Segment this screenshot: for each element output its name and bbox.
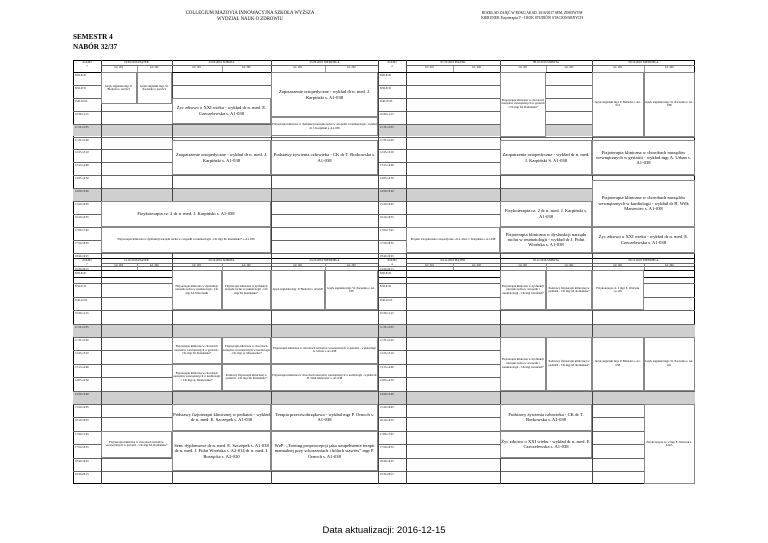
- class-block[interactable]: [592, 227, 695, 253]
- day-header: 21.10.2016 PIĄTEK: [101, 258, 172, 264]
- semester-info: [73, 32, 117, 52]
- zjazd-header: [378, 60, 406, 68]
- class-block[interactable]: [271, 72, 378, 117]
- class-block[interactable]: [271, 404, 378, 431]
- class-block[interactable]: [644, 337, 696, 391]
- class-description: Język angielski mgr. P. Bielecki s. A1-038: [594, 359, 641, 367]
- time-label: 17:50-18:35: [75, 241, 89, 245]
- group-header: GC 201: [425, 66, 434, 69]
- group-header: GC 202: [472, 66, 481, 69]
- time-label: 17:00-17:45: [380, 432, 394, 436]
- class-description: Fizjoterapia kliniczna w chorobach narządów wewnętrznych w kardiologii - CK mgr A. Maszewska*: [222, 344, 270, 356]
- group-header: GC 202: [346, 66, 356, 69]
- time-label: 19:30-20:15: [75, 473, 89, 476]
- class-description: Fizjoterapia kliniczna w chorobach narządów wewnętrznych w geriatrii - wykład mgr A. Urban s. A1-038: [273, 345, 376, 354]
- class-block[interactable]: [172, 431, 271, 471]
- class-block[interactable]: [222, 337, 272, 364]
- class-description: Fizykoterapia cz. 2 mgr E. Walczak s.L105: [596, 285, 640, 294]
- class-description: Język angielski mgr. W. Pacześka s. A1-038: [327, 285, 376, 294]
- semester-label: SEMESTR 4: [73, 33, 113, 41]
- group-header: GC 202: [241, 66, 251, 69]
- class-block[interactable]: [592, 270, 644, 310]
- class-block[interactable]: [592, 180, 695, 226]
- class-description: Zaopatrzenie ortopedyczne - wykład dr n. med. J. Karpiński s. A1-038: [175, 152, 268, 163]
- group-header: GC 201: [192, 264, 202, 267]
- zjazd-number: 7: [86, 64, 88, 68]
- time-row: [73, 324, 695, 337]
- class-block[interactable]: [592, 140, 695, 175]
- time-label: 14:50-15:20: [75, 392, 89, 396]
- time-label: 9:40-10:25: [380, 298, 393, 302]
- class-description: Fizjoterapia kliniczna w dysfunkcji narządu ruchu w ortopedii i traumatologii - CK mgr Grudzień*: [501, 283, 545, 295]
- column-divider: [406, 258, 407, 484]
- class-block[interactable]: [222, 270, 272, 310]
- schedule-title: [442, 11, 622, 21]
- class-description: Życ zdrowo o XXI wieku - wykład dr n. med. E. Czeczelewska s. A1-038: [176, 105, 267, 116]
- class-description: Sem. dyplomowe dr n. med. E. Szczepek s. A1-038 dr n. med. J. Fidut Wrońska s. A2-014 dr n. med. I. Borzęcka s. A2-020: [174, 442, 269, 459]
- class-description: Język angielski mgr. W. Pacześka s. A2-021: [645, 359, 694, 367]
- class-description: Życ zdrowo o XXI wieku - wykład dr n. med. E. Czeczelewska s. A1-038: [501, 438, 591, 450]
- time-label: 10:30-11:15: [75, 112, 89, 116]
- time-row: [73, 417, 695, 430]
- day-header: 25.09.2016 NIEDZIELA: [271, 60, 378, 66]
- class-block[interactable]: [546, 337, 592, 391]
- class-block[interactable]: [500, 431, 592, 458]
- class-description: Fizjoterapia kliniczna w dysfunkcji narządu ruchu w ortopedii i traumatologii - CK mgr Grudzień*: [501, 357, 545, 369]
- zjazd-number: 4: [391, 262, 393, 266]
- time-label: 10:30-11:15: [380, 312, 394, 316]
- day-header: 23.09.2016 PIĄTEK: [101, 60, 172, 66]
- group-header: GC 201: [518, 66, 528, 69]
- class-block[interactable]: [172, 270, 222, 310]
- group-header: GC 202: [664, 264, 674, 267]
- time-label: 11:35-12:20: [75, 339, 89, 342]
- class-block[interactable]: [172, 364, 222, 391]
- time-label: 15:20-16:05: [75, 406, 89, 409]
- class-description: Fizykoterapia cz. 2 dr n. med. J. Karpiński s. A1-038: [137, 211, 235, 217]
- class-description: Fizykoterapia cz. 2 dr n. med. J. Karpiński s. A1-038: [504, 208, 588, 219]
- class-description: Fizjoterapia kliniczna w chorobach narządów wewnętrznych w kardiologii - wykład dr H. Wilk Manowiec s. A1-038: [598, 195, 689, 212]
- class-description: Fizjoterapia kliniczna w chorobach narządów wewnętrznych w kardiologii - CK mgr A. Maszewska*: [173, 370, 221, 382]
- time-label: 9:40-10:25: [75, 298, 88, 302]
- class-description: Fizykoterapia cz. 2 mgr E. Walczak s. L105: [646, 439, 692, 448]
- time-label: 14:05-14:50: [380, 177, 394, 181]
- class-description: Język angielski mgr. P. Bielecki s. A2-021: [105, 83, 133, 92]
- time-label: 15:20-16:05: [380, 406, 394, 409]
- class-description: Fizjoterapia kliniczna w dysfunkcji narządu ruchu w ortopedii i traumatologii - CK mgr M. Romańska* s. A1-038: [117, 236, 255, 241]
- class-description: Życ zdrowo o XXI wieku - wykład dr n. med. E. Czeczelewska s. A1-038: [598, 234, 689, 245]
- class-description: Fizjoterapia kliniczna w chorobach narządów wewnętrznych w geriatrii - CK mgr M. Romańska*: [105, 439, 168, 448]
- class-block[interactable]: [546, 270, 592, 310]
- time-label: 14:50-15:20: [75, 190, 89, 194]
- class-block[interactable]: [592, 337, 644, 391]
- time-label: 17:00-17:45: [380, 228, 394, 232]
- day-header: 07.10.2016 PIĄTEK: [406, 60, 500, 66]
- class-description: Fizjoterapia kliniczna w chorobach narządów wewnętrznych w geriatrii - wykład mgr A. Urban s. A1-038: [596, 149, 691, 166]
- class-block[interactable]: [101, 431, 172, 458]
- class-block[interactable]: [592, 72, 644, 137]
- class-description: Podstawy fizjoterapii klinicznej w pediatrii - CK mgr M. Romańska*: [548, 359, 590, 367]
- class-block[interactable]: [172, 98, 271, 124]
- day-header: 05.11.2016 SOBOTA: [500, 258, 592, 264]
- column-divider: [378, 60, 379, 278]
- class-description: Podstawy żywienia człowieka - CK dr T. Borkowska s. A1-038: [273, 152, 376, 163]
- zjazd-label: ZJAZD: [387, 258, 397, 262]
- group-header: GC 202: [564, 66, 574, 69]
- day-header: 22.10.2016 SOBOTA: [172, 258, 271, 264]
- day-header: 24.09.2016 SOBOTA: [172, 60, 271, 66]
- class-block[interactable]: [500, 72, 546, 137]
- class-block[interactable]: [500, 337, 546, 391]
- class-block[interactable]: [271, 117, 378, 136]
- time-row: [73, 310, 695, 323]
- day-header: 06.11.2016 NIEDZIELA: [592, 258, 695, 264]
- group-header: GC 202: [149, 264, 159, 267]
- class-description: Zaopatrzenie ortopedyczne - wykład dr n. med. J. Karpiński S. A1-038: [502, 152, 590, 163]
- time-label: 17:50-18:35: [380, 446, 394, 450]
- college-name: COLLEGIUM MAZOVIA INNOWACYJNA SZKOŁA WYŻSZA: [185, 11, 315, 16]
- time-row: [73, 471, 695, 484]
- group-header: GC 202: [472, 264, 481, 267]
- class-description: Projekt: Zaopatrzenie ortopedyczne -dr n. med. J. Karpiński s. A1-038: [410, 236, 496, 241]
- day-header: 09.10.2016 NIEDZIELA: [592, 60, 695, 66]
- zjazd-label: ZJAZD: [82, 258, 92, 262]
- time-label: 19:30-20:15: [380, 473, 394, 476]
- class-block[interactable]: [172, 140, 271, 175]
- class-block[interactable]: [222, 364, 272, 391]
- day-header: 08.10.2016 SOBOTA: [500, 60, 592, 66]
- class-description: Fizjoterapia kliniczna w dysfunkcji narządu ruchu w reumatologii - CK mgr M. Wesczenik: [175, 283, 219, 295]
- class-block[interactable]: [101, 201, 271, 227]
- time-label: 14:05-14:50: [75, 177, 89, 181]
- time-label: 16:10-16:55: [380, 215, 394, 219]
- schedule-year: ROZKŁAD ZAJĘĆ W ROKU AKAD. 2016/2017 SEM. ZIMOWYM: [481, 11, 583, 15]
- class-description: Fizjoterapia kliniczna w dysfunkcji narządu ruchu w ortopedii i traumatologii - wykład dr J. Karpiński s. A1-038: [272, 122, 377, 130]
- class-description: Język angielski mgr. P. Bielecki s. A2-021: [594, 99, 641, 108]
- group-header: GC 202: [149, 66, 159, 69]
- class-block[interactable]: [271, 270, 325, 310]
- time-label: 16:10-16:55: [380, 419, 394, 423]
- time-label: 17:50-18:35: [380, 241, 394, 245]
- group-header: GC 201: [613, 264, 623, 267]
- time-label: 11:15-11:35: [75, 325, 89, 329]
- zjazd-label: ZJAZD: [387, 60, 397, 64]
- time-label: 13:15-14:00: [380, 365, 394, 369]
- time-label: 8:50-9:35: [380, 285, 391, 289]
- time-label: 15:20-16:05: [75, 203, 89, 206]
- group-header: GC 201: [293, 264, 303, 267]
- class-block[interactable]: [271, 364, 378, 391]
- time-label: 14:05-14:50: [75, 379, 89, 383]
- group-header: GC 202: [664, 66, 674, 69]
- group-header: GC 201: [425, 264, 434, 267]
- day-header: 04.11.2016 PIĄTEK: [406, 258, 500, 264]
- class-description: Fizjoterapia kliniczna w chorobach narządów wewnętrznych w geriatrii - CK mgr M. Romańska*: [501, 97, 545, 110]
- group-header: GC 201: [518, 264, 528, 267]
- class-block[interactable]: [500, 270, 546, 310]
- time-label: 18:40-19:25: [75, 459, 89, 463]
- class-description: Język angielski mgr. W. Pacześka s. A1-038: [645, 99, 694, 108]
- group-header: GC 201: [192, 66, 202, 69]
- time-label: 18:40-19:25: [380, 459, 394, 463]
- time-label: 13:15-14:00: [380, 164, 394, 168]
- time-row: [73, 458, 695, 471]
- time-label: 11:15-11:35: [75, 125, 89, 129]
- class-description: Język angielski mgr. W. Pacześka s. A2-021: [139, 83, 169, 92]
- time-label: 11:35-12:20: [380, 138, 394, 142]
- time-label: 8:00-8:45: [380, 74, 391, 77]
- time-label: 11:15-11:35: [380, 125, 394, 129]
- time-label: 14:50-15:20: [380, 392, 394, 396]
- time-label: 18:40-19:25: [380, 254, 394, 258]
- time-label: 9:40-10:25: [75, 99, 88, 103]
- time-label: 13:15-14:00: [75, 365, 89, 369]
- class-block[interactable]: [406, 227, 500, 253]
- class-description: Język angielski mgr. P. Bielecki s. A3-020: [272, 287, 324, 292]
- class-block[interactable]: [271, 337, 378, 364]
- time-label: 8:00-8:45: [75, 74, 86, 77]
- time-row: [73, 404, 695, 417]
- time-label: 11:35-12:20: [75, 138, 89, 142]
- class-description: Podstawy żywienia człowieka - CK dr T. Borkowska s. A1-038: [508, 411, 584, 423]
- enrollment-label: NABÓR 32/37: [73, 43, 118, 51]
- time-label: 10:30-11:15: [380, 112, 394, 116]
- class-description: Fizjoterapia kliniczna w dysfunkcji narządu ruchu w reumatologii - wykład dr J. Fidut Wrońska s. A1-038: [505, 231, 587, 248]
- time-label: 17:50-18:35: [75, 446, 89, 450]
- time-label: 8:50-9:35: [75, 285, 86, 289]
- group-header: GC 202: [346, 264, 356, 267]
- class-block[interactable]: [500, 201, 592, 227]
- time-label: 11:15-11:35: [380, 325, 394, 329]
- time-label: 8:00-8:45: [75, 272, 86, 275]
- class-description: Podstawy fizjoterapii klinicznej w pediatrii - wykład dr n. med. E. Szczepek s. A1-038: [173, 411, 270, 423]
- zjazd-header: [378, 258, 406, 266]
- time-label: 17:00-17:45: [75, 228, 89, 232]
- class-block[interactable]: [101, 72, 137, 104]
- class-description: Fizjoterapia kliniczna w chorobach narządów wewnętrznych w geriatrii - CK mgr M. Romańska*: [174, 344, 220, 356]
- class-description: Podstawy fizjoterapii klinicznej w pediatrii - CK mgr M. Romańska*: [548, 285, 590, 294]
- schedule-course: KIERUNEK Fizjoterapia I° - I ROK STUDIÓW STACJONARNYCH: [481, 16, 583, 20]
- time-label: 15:20-16:05: [380, 203, 394, 206]
- group-header: GC 201: [114, 264, 124, 267]
- column-divider: [378, 258, 379, 484]
- college-title: [170, 11, 330, 23]
- time-label: 11:35-12:20: [380, 339, 394, 342]
- group-header: GC 202: [241, 264, 251, 267]
- class-description: Terapia przeciwobrzękowa - wykład mgr P. Ornoch s. A1-038: [275, 411, 374, 423]
- time-label: 10:30-11:15: [75, 312, 89, 316]
- time-label: 8:50-9:35: [380, 86, 391, 90]
- time-label: 12:25-13:10: [380, 151, 394, 155]
- class-block[interactable]: [500, 227, 592, 253]
- time-label: 12:25-13:10: [75, 352, 89, 356]
- time-label: 9:40-10:25: [380, 99, 393, 103]
- time-label: 12:25-13:10: [75, 151, 89, 155]
- time-label: 16:10-16:55: [75, 419, 89, 423]
- class-block[interactable]: [644, 72, 696, 137]
- time-label: 19:30-20:15: [75, 267, 89, 271]
- group-header: GC 202: [564, 264, 574, 267]
- day-header: 23.10.2016 NIEDZIELA: [271, 258, 378, 264]
- class-block[interactable]: [500, 140, 592, 175]
- class-description: Fizjoterapia kliniczna w chorobach narządów wewnętrznych w kardiologii - wykład dr H. Wilk Manowiec s. A1-038: [272, 372, 377, 381]
- zjazd-header: [73, 60, 101, 68]
- class-block[interactable]: [137, 72, 173, 104]
- time-label: 16:10-16:55: [75, 215, 89, 219]
- class-block[interactable]: [271, 431, 378, 471]
- class-block[interactable]: [271, 140, 378, 175]
- class-description: WzP: „Trening propriocepcji jako uzupełnienie terapii manualnej przy schorzeniach i bólach stawów” mgr P. Ornoch s. A1-038: [274, 442, 375, 459]
- time-label: 17:00-17:45: [75, 432, 89, 436]
- zjazd-number: 2: [391, 64, 393, 68]
- class-block[interactable]: [172, 404, 271, 431]
- time-label: 13:15-14:00: [75, 164, 89, 168]
- time-label: 12:25-13:10: [380, 352, 394, 356]
- time-label: 14:05-14:50: [380, 379, 394, 383]
- faculty-name: WYDZIAŁ NAUK O ZDROWIU: [217, 17, 283, 22]
- group-header: GC 201: [114, 66, 124, 69]
- class-block[interactable]: [644, 404, 696, 484]
- zjazd-header: [73, 258, 101, 266]
- time-row: [73, 391, 695, 404]
- time-label: 19:30-20:15: [380, 267, 394, 271]
- class-block[interactable]: [101, 227, 271, 253]
- time-label: 8:50-9:35: [75, 86, 86, 90]
- zjazd-number: 7: [86, 262, 88, 266]
- class-description: Zapotarzenie ortopedyczne - wykład dr n. med. J. Karpiński s. A1-038: [278, 89, 371, 100]
- time-label: 14:50-15:20: [380, 190, 394, 194]
- time-label: 8:00-8:45: [380, 272, 391, 275]
- group-header: GC 201: [613, 66, 623, 69]
- class-block[interactable]: [172, 337, 222, 364]
- class-block[interactable]: [325, 270, 379, 310]
- group-header: GC 201: [293, 66, 303, 69]
- time-label: 18:40-19:25: [75, 254, 89, 258]
- class-description: Podstawy fizjoterapii klinicznej w pediatrii - CK mgr M. Romańska*: [225, 372, 267, 381]
- class-description: Fizjoterapia kliniczna w dysfunkcji narządu ruchu w reumatologii - CK mgr M. Romańska*: [224, 283, 268, 295]
- update-date: Data aktualizacji: 2016-12-15: [322, 525, 446, 536]
- zjazd-label: ZJAZD: [82, 60, 92, 64]
- class-block[interactable]: [500, 404, 592, 431]
